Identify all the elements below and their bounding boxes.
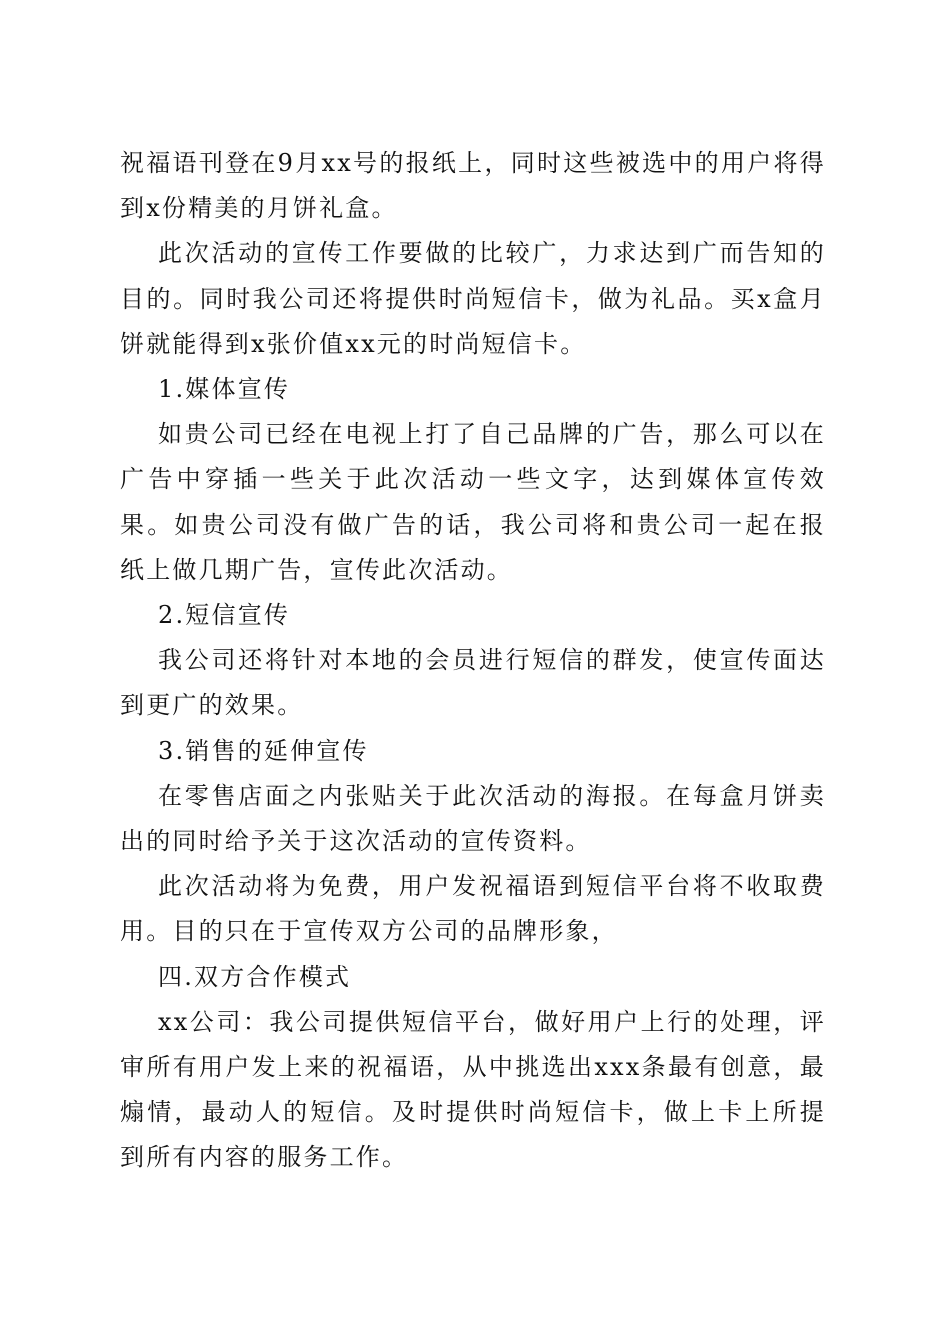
heading-sms-promotion: 2.短信宣传 [158, 601, 291, 630]
paragraph-promotion-scope: 此次活动的宣传工作要做的比较广，力求达到广而告知的目的。同时我公司还将提供时尚短信卡，做为礼品。买x盒月饼就能得到x张价值xx元的时尚短信卡。 [120, 239, 826, 358]
paragraph-sales-promotion: 在零售店面之内张贴关于此次活动的海报。在每盒月饼卖出的同时给予关于这次活动的宣传资料。 [120, 781, 826, 856]
paragraph-media-promotion: 如贵公司已经在电视上打了自己品牌的广告，那么可以在广告中穿插一些关于此次活动一些文字，达到媒体宣传效果。如贵公司没有做广告的话，我公司将和贵公司一起在报纸上做几期广告，宣传此次活动。 [120, 420, 826, 584]
heading-sales-promotion: 3.销售的延伸宣传 [158, 736, 369, 765]
paragraph-company-duties: xx公司：我公司提供短信平台，做好用户上行的处理，评审所有用户发上来的祝福语，从中挑选出xxx条最有创意，最煽情，最动人的短信。及时提供时尚短信卡，做上卡上所提到所有内容的服务工作。 [120, 1007, 826, 1172]
paragraph-prize-announcement: 祝福语刊登在9月xx号的报纸上，同时这些被选中的用户将得到x份精美的月饼礼盒。 [120, 149, 826, 223]
heading-cooperation-mode: 四.双方合作模式 [158, 962, 352, 991]
paragraph-sms-promotion: 我公司还将针对本地的会员进行短信的群发，使宣传面达到更广的效果。 [120, 646, 826, 720]
paragraph-free-activity: 此次活动将为免费，用户发祝福语到短信平台将不收取费用。目的只在于宣传双方公司的品牌形象， [120, 872, 826, 946]
heading-media-promotion: 1.媒体宣传 [158, 375, 291, 404]
document-body [120, 141, 826, 1181]
